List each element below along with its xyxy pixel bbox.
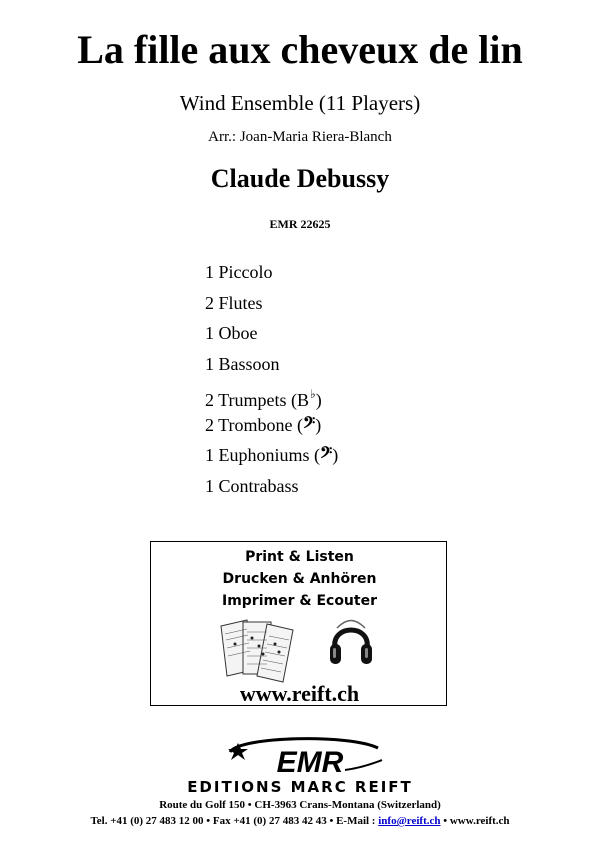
instrument-item: 1 Bassoon	[205, 353, 280, 374]
instrument-list	[205, 260, 338, 504]
catalog-number: EMR 22625	[269, 217, 331, 231]
logo-text: EMR	[276, 746, 344, 779]
instrument-item: 2 Trombone (𝄢)	[205, 413, 322, 436]
subtitle: Wind Ensemble (11 Players)	[179, 91, 421, 115]
publisher-name: EDITIONS MARC REIFT	[187, 778, 413, 796]
instrument-item: 1 Contrabass	[205, 475, 299, 496]
promo-line: Print & Listen	[245, 549, 354, 565]
sheet-music-icon	[217, 618, 301, 686]
email-link[interactable]: info@reift.ch	[378, 815, 441, 827]
composer-name: Claude Debussy	[210, 164, 390, 193]
bass-clef-icon: 𝄢	[303, 413, 316, 436]
website-link[interactable]: www.reift.ch	[239, 681, 360, 706]
bass-clef-icon: 𝄢	[320, 444, 333, 466]
arranger-credit: Arr.: Joan-Maria Riera-Blanch	[208, 129, 392, 145]
contact-line: Tel. +41 (0) 27 483 12 00 • Fax +41 (0) 27 483 42 43 • E-Mail : info@reift.ch • www.reift.ch	[90, 815, 510, 827]
instrument-item: 1 Piccolo	[205, 262, 273, 282]
promo-line: Imprimer & Ecouter	[221, 593, 377, 609]
flat-symbol-icon: ♭	[310, 387, 316, 401]
instrument-item: 2 Flutes	[205, 292, 263, 313]
instrument-item: 1 Euphoniums (𝄢)	[205, 444, 339, 466]
page-title: La fille aux cheveux de lin	[77, 27, 523, 72]
print-listen-box	[150, 541, 447, 706]
instrument-item: 2 Trumpets (B♭)	[205, 387, 322, 410]
headphones-icon	[327, 614, 375, 670]
promo-line: Drucken & Anhören	[222, 571, 377, 587]
instrument-item: 1 Oboe	[205, 323, 258, 343]
publisher-address: Route du Golf 150 • CH-3963 Crans-Montana (Switzerland)	[159, 799, 441, 811]
